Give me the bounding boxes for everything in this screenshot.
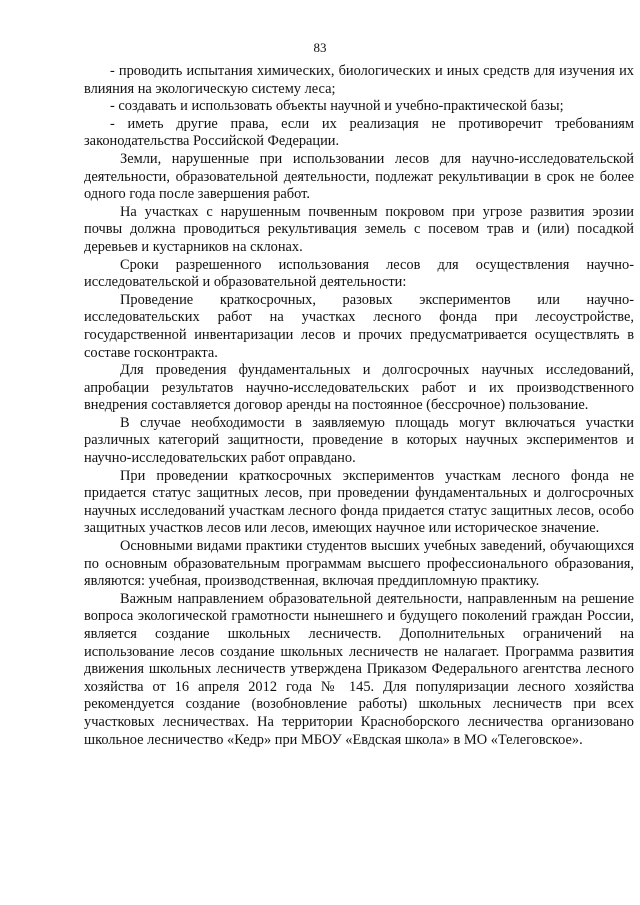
paragraph-protective-status: При проведении краткосрочных экспериментов участкам лесного фонда не придается статус защитных лесов, при проведении фундаментальных и долгосрочных научных исследований участкам лесного фонда придается статус защитных лесов, особо защитных участков лесов или лесов, имеющих научное или историческое значение. — [84, 467, 634, 537]
paragraph-bullet-1: - проводить испытания химических, биологических и иных средств для изучения их влияния на экологическую систему леса; — [84, 63, 634, 97]
paragraph-recultivation-term: Земли, нарушенные при использовании лесов для научно-исследовательской деятельности, образовательной деятельности, подлежат рекультивации в срок не более одного года после завершения работ. — [84, 150, 634, 203]
page-number: 83 — [313, 40, 327, 55]
paragraph-erosion: На участках с нарушенным почвенным покровом при угрозе развития эрозии почвы должна проводиться рекультивация земель с посевом трав и (или) посадкой деревьев и кустарников на склонах. — [84, 203, 634, 255]
document-body — [84, 63, 634, 749]
paragraph-student-practice: Основными видами практики студентов высших учебных заведений, обучающихся по основным образовательным программам высшего профессионального образования, являются: учебная, производственная, включая преддипломную практику. — [84, 538, 634, 590]
paragraph-protection-categories: В случае необходимости в заявляемую площадь могут включаться участки различных категорий защитности, проведение в которых научных экспериментов и научно-исследовательских работ оправдано. — [84, 414, 634, 467]
paragraph-bullet-2: - создавать и использовать объекты научной и учебно-практической базы; — [110, 98, 564, 115]
paragraph-bullet-3: - иметь другие права, если их реализация не противоречит требованиям законодательства Российской Федерации. — [84, 115, 634, 150]
paragraph-school-forestries: Важным направлением образовательной деятельности, направленным на решение вопроса экологической грамотности нынешнего и будущего поколений граждан России, является создание школьных лесничеств. Дополнительных ограничений на использование лесов создание школьных лесничеств не налагает. Программа развития движения школьных лесничеств утверждена Приказом Федерального агентства лесного хозяйства от 16 апреля 2012 года № 145. Для популяризации лесного хозяйства рекомендуется создание (возобновление работы) школьных лесничеств при всех участковых лесничествах. На территории Красноборского лесничества организовано школьное лесничество «Кедр» при МБОУ «Евдская школа» в МО «Телеговское». — [84, 590, 634, 748]
paragraph-long-term-research: Для проведения фундаментальных и долгосрочных научных исследований, апробации результатов научно-исследовательских работ и их производственного внедрения составляется договор аренды на постоянное (бессрочное) пользование. — [84, 362, 634, 414]
paragraph-terms-heading: Сроки разрешенного использования лесов для осуществления научно-исследовательской и образовательной деятельности: — [84, 256, 634, 291]
paragraph-short-term-experiments: Проведение краткосрочных, разовых экспериментов или научно-исследовательских работ на участках лесного фонда при лесоустройстве, государственной инвентаризации лесов и прочих предусматривается осуществлять в составе госконтракта. — [84, 291, 634, 361]
